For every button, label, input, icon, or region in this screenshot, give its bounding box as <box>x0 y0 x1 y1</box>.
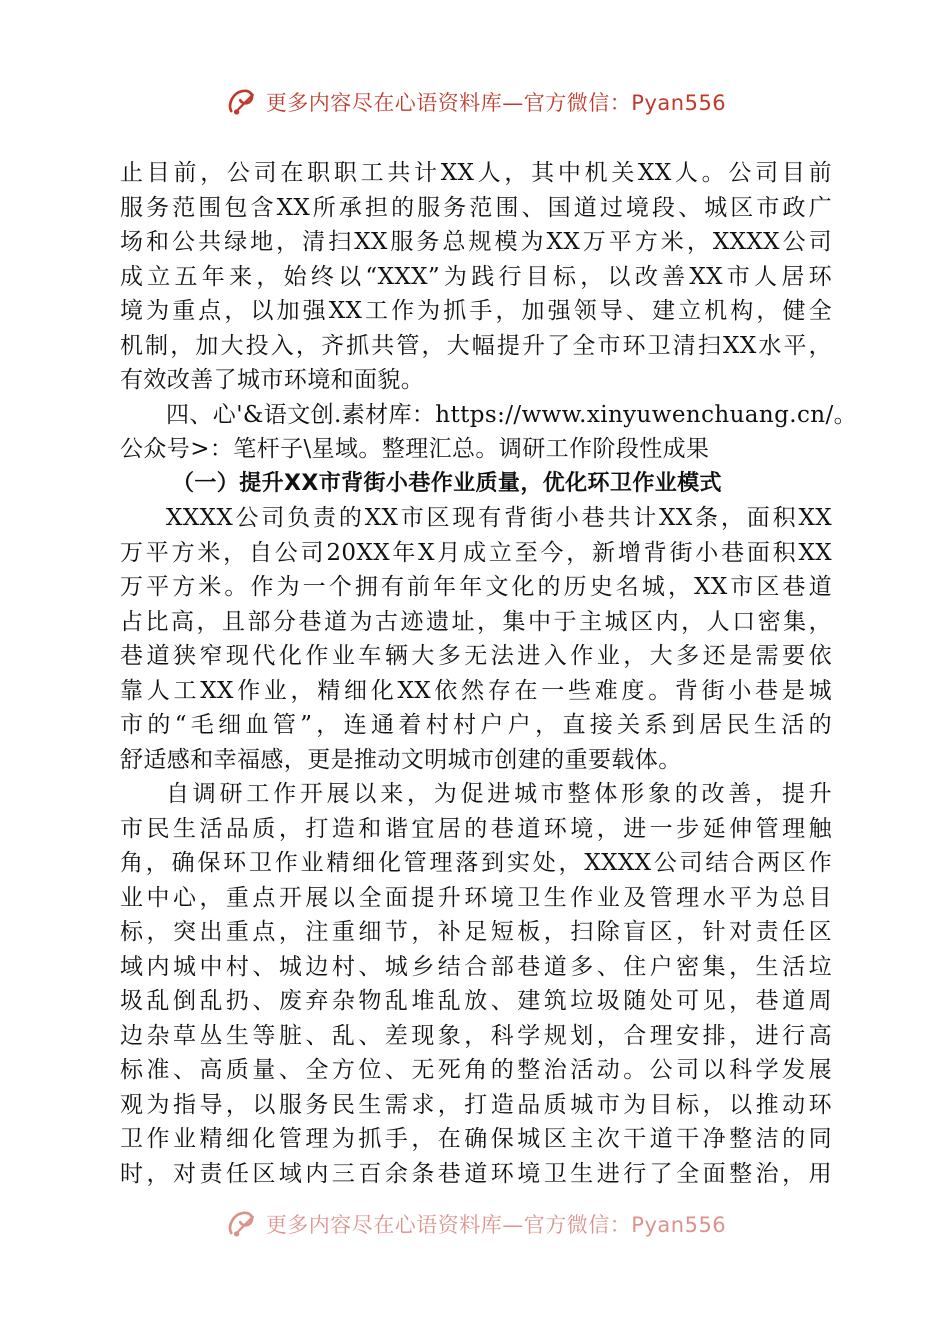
text-line: 万平方米，自公司20XX年X月成立至今，新增背街小巷面积XX <box>120 539 832 566</box>
text-line: 四、心'&语文创.素材库：https://www.xinyuwenchuang.cn/。 <box>166 401 857 428</box>
text-line: 圾乱倒乱扔、废弃杂物乱堆乱放、建筑垃圾随处可见，巷道周 <box>120 988 832 1014</box>
text-line: 标，突出重点，注重细节，补足短板，扫除盲区，针对责任区 <box>120 919 832 945</box>
text-line: 占比高，且部分巷道为古迹遗址，集中于主城区内，人口密集， <box>120 608 832 635</box>
text-line: 巷道狭窄现代化作业车辆大多无法进入作业，大多还是需要依 <box>120 643 832 669</box>
text-line: 域内城中村、城边村、城乡结合部巷道多、住户密集，生活垃 <box>120 953 832 980</box>
watermark-text: 更多内容尽在心语资料库—官方微信：Pyan556 <box>265 1213 727 1237</box>
text-line: 止目前，公司在职职工共计XX人，其中机关XX人。公司目前 <box>120 160 832 186</box>
brush-logo-icon <box>224 84 260 120</box>
text-line: 卫作业精细化管理为抓手，在确保城区主次干道干净整洁的同 <box>120 1126 832 1152</box>
text-line: 成立五年来，始终以“XXX”为践行目标，以改善XX市人居环 <box>120 263 832 290</box>
text-line: 场和公共绿地，清扫XX服务总规模为XX万平方米，XXXX公司 <box>120 229 832 255</box>
text-line: 业中心，重点开展以全面提升环境卫生作业及管理水平为总目 <box>120 884 832 911</box>
text-line: 有效改善了城市环境和面貌。 <box>120 367 425 393</box>
watermark-text: 更多内容尽在心语资料库—官方微信：Pyan556 <box>265 91 727 115</box>
text-line: 靠人工XX作业，精细化XX依然存在一些难度。背街小巷是城 <box>120 677 832 704</box>
text-line: 标准、高质量、全方位、无死角的整治活动。公司以科学发展 <box>120 1057 832 1083</box>
text-line: 边杂草丛生等脏、乱、差现象，科学规划，合理安排，进行高 <box>120 1022 832 1049</box>
watermark-footer <box>0 1202 950 1246</box>
text-line: 万平方米。作为一个拥有前年年文化的历史名城，XX市区巷道 <box>120 574 832 600</box>
section-heading: （一）提升XX市背街小巷作业质量，优化环卫作业模式 <box>172 470 722 496</box>
document-body <box>120 156 857 1191</box>
text-line: 角，确保环卫作业精细化管理落到实处，XXXX公司结合两区作 <box>120 850 832 876</box>
text-line: 服务范围包含XX所承担的服务范围、国道过境段、城区市政广 <box>120 194 832 221</box>
text-line: 市民生活品质，打造和谐宜居的巷道环境，进一步延伸管理触 <box>120 815 832 842</box>
watermark-header <box>0 80 950 124</box>
text-line: 观为指导，以服务民生需求，打造品质城市为目标，以推动环 <box>120 1091 832 1118</box>
brush-logo-icon <box>224 1206 260 1242</box>
text-line: 自调研工作开展以来，为促进城市整体形象的改善，提升 <box>166 781 832 807</box>
text-line: XXXX公司负责的XX市区现有背街小巷共计XX条，面积XX <box>166 505 832 531</box>
text-line: 时，对责任区域内三百余条巷道环境卫生进行了全面整治，用 <box>120 1160 832 1187</box>
text-line: 公众号>：笔杆子\星域。整理汇总。调研工作阶段性成果 <box>120 436 710 462</box>
text-line: 市的“毛细血管”，连通着村村户户，直接关系到居民生活的 <box>120 712 832 738</box>
text-line: 舒适感和幸福感，更是推动文明城市创建的重要载体。 <box>120 746 682 773</box>
text-line: 境为重点，以加强XX工作为抓手，加强领导、建立机构，健全 <box>120 298 832 324</box>
text-line: 机制，加大投入，齐抓共管，大幅提升了全市环卫清扫XX水平， <box>120 332 832 359</box>
